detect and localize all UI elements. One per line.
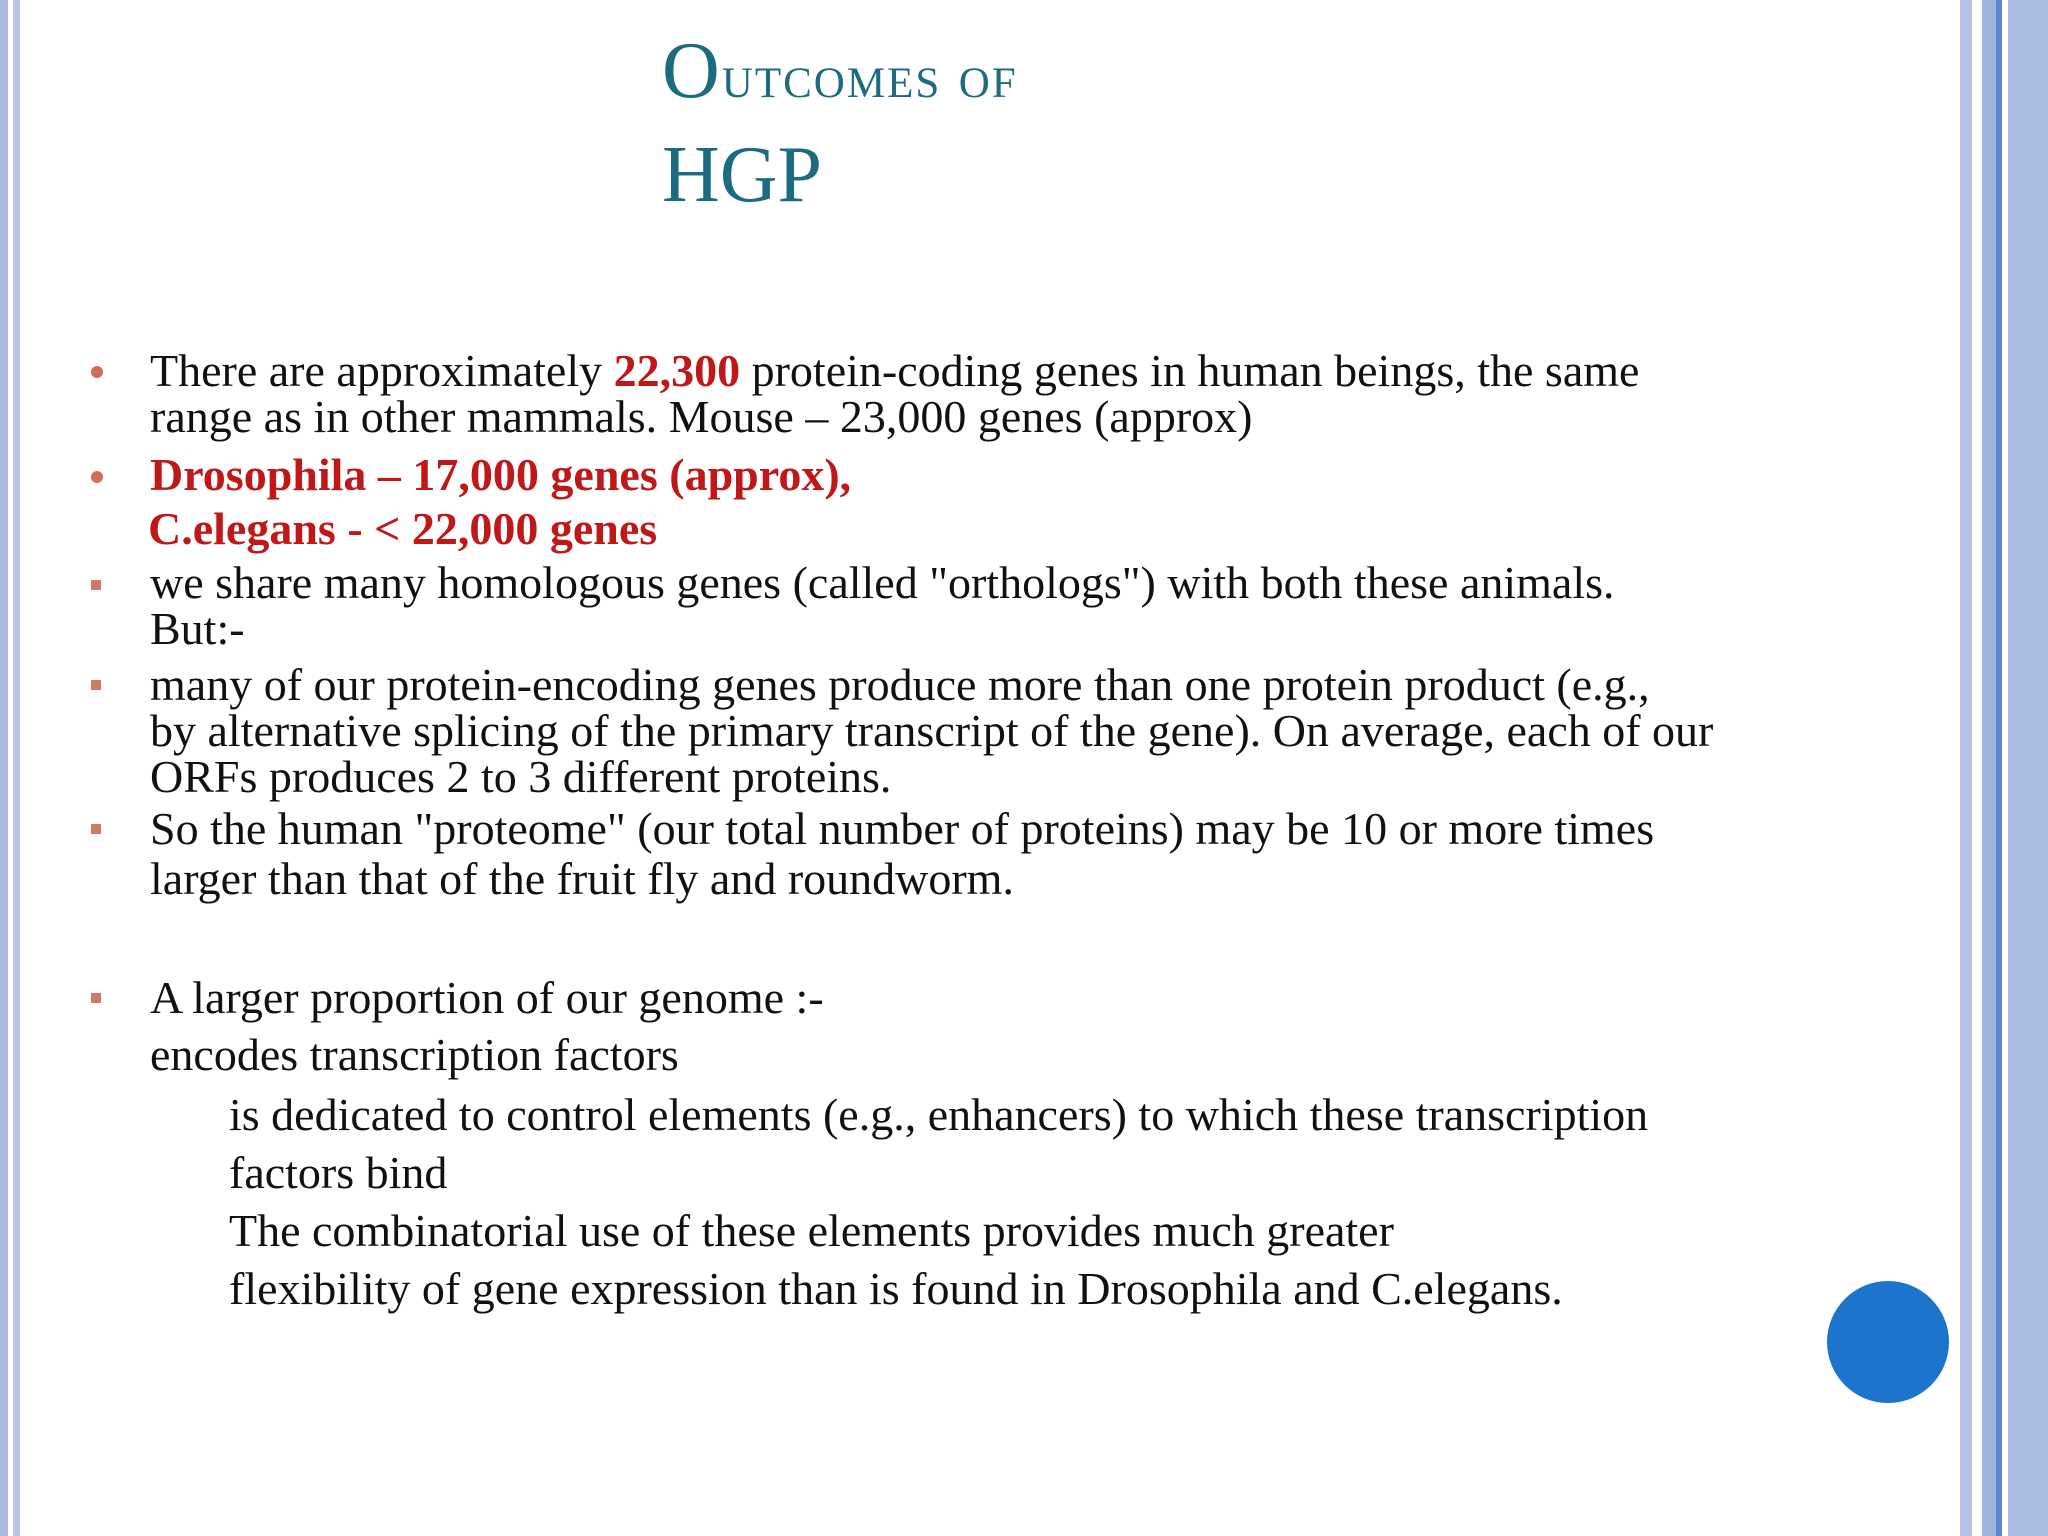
slide-border-right-a [1960,0,1972,1536]
bullet-3-line-2: But:- [150,603,245,654]
bullet-6-sub-line-4: flexibility of gene expression than is found in Drosophila and C.elegans. [229,1263,1563,1314]
bullet-2-line-2: C.elegans - < 22,000 genes [148,503,658,554]
bullet-5-line-2: larger than that of the fruit fly and roundworm. [150,853,1014,904]
bullet-square-icon [91,824,101,834]
bullet-6-line-2: encodes transcription factors [150,1029,679,1080]
bullet-1-text-pre: There are approximately [150,345,614,396]
slide-title-line2: HGP [662,131,823,219]
bullet-6-sub-line-3: The combinatorial use of these elements provides much greater [229,1205,1394,1256]
title-word-of: of [958,43,1018,111]
title-initial-cap: O [662,27,722,115]
bullet-dot-icon [91,471,103,483]
bullet-square-icon [91,993,101,1003]
bullet-6-sub-line-1: is dedicated to control elements (e.g., enhancers) to which these transcription [229,1089,1649,1140]
slide-border-right-c [1996,0,2002,1536]
bullet-square-icon [91,580,101,590]
bullet-4-line-3: ORFs produces 2 to 3 different proteins. [150,751,892,802]
slide-border-right-d [2008,0,2048,1536]
bullet-square-icon [91,680,101,690]
bullet-1-line-1 [150,345,1640,396]
bullet-2-line-1: Drosophila – 17,000 genes (approx), [150,449,852,500]
bullet-1-highlight: 22,300 [613,345,741,396]
bullet-4-line-2: by alternative splicing of the primary transcript of the gene). On average, each of our [150,705,1714,756]
bullet-6-sub-line-2: factors bind [229,1147,448,1198]
title-word-utcomes: utcomes [721,43,959,111]
decorative-circle [1827,1281,1949,1403]
bullet-1-line-2: range as in other mammals. Mouse – 23,000 genes (approx) [150,391,1253,442]
bullet-dot-icon [91,366,103,378]
bullet-3-line-1: we share many homologous genes (called "orthologs") with both these animals. [150,557,1615,608]
bullet-4-line-1: many of our protein-encoding genes produce more than one protein product (e.g., [150,659,1650,710]
bullet-6-line-1: A larger proportion of our genome :- [150,972,824,1023]
bullet-5-line-1: So the human "proteome" (our total number of proteins) may be 10 or more times [150,803,1655,854]
bullet-1-text-post: protein-coding genes in human beings, the same [740,345,1640,396]
